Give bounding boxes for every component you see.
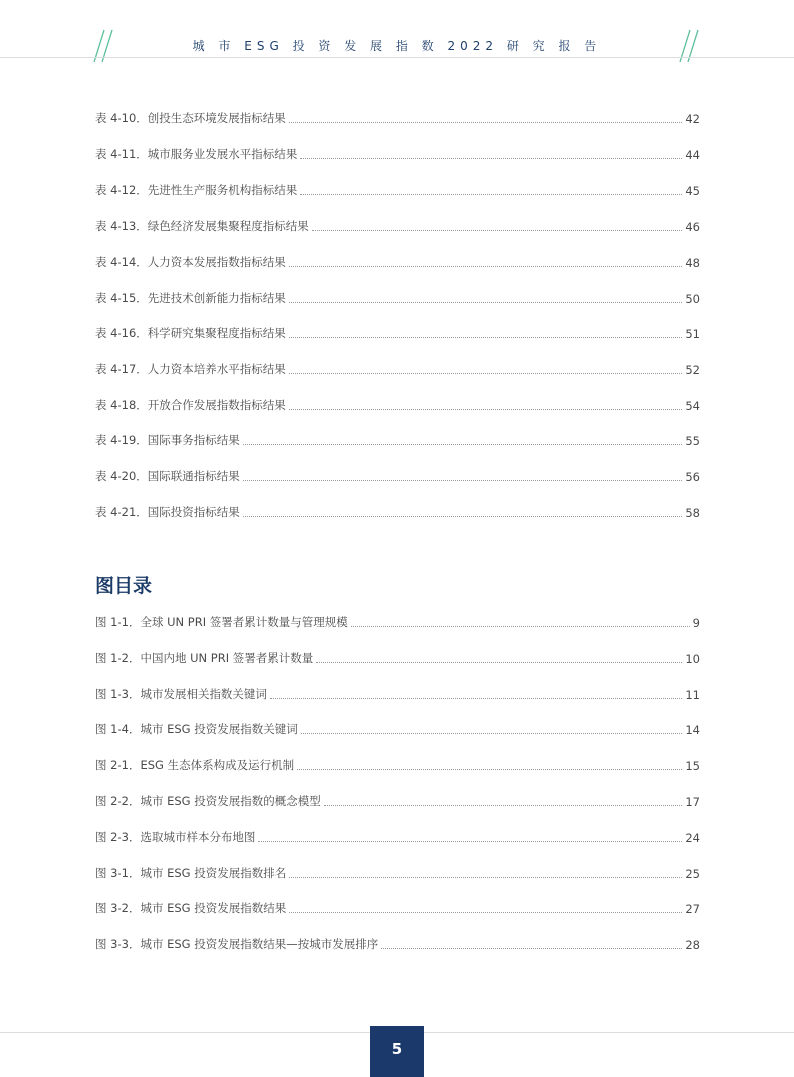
- toc-entry-figure-2-3[interactable]: 图 2-3．选取城市样本分布地图 24: [95, 830, 700, 845]
- toc-entry-table-4-17[interactable]: 表 4-17．人力资本培养水平指标结果 52: [95, 362, 700, 377]
- toc-entry-figure-3-2[interactable]: 图 3-2．城市 ESG 投资发展指数结果 27: [95, 901, 700, 916]
- toc-entry-figure-2-2[interactable]: 图 2-2．城市 ESG 投资发展指数的概念模型 17: [95, 794, 700, 809]
- toc-entry-table-4-12[interactable]: 表 4-12．先进性生产服务机构指标结果 45: [95, 183, 700, 198]
- toc-entry-table-4-18[interactable]: 表 4-18．开放合作发展指数指标结果 54: [95, 398, 700, 413]
- toc-entry-figure-3-3[interactable]: 图 3-3．城市 ESG 投资发展指数结果—按城市发展排序 28: [95, 937, 700, 952]
- toc-entry-figure-1-1[interactable]: 图 1-1．全球 UN PRI 签署者累计数量与管理规模 9: [95, 615, 700, 630]
- page-number-badge: [370, 1026, 424, 1077]
- toc-entry-table-4-10[interactable]: 表 4-10．创投生态环境发展指标结果 42: [95, 111, 700, 126]
- toc-entry-figure-2-1[interactable]: 图 2-1．ESG 生态体系构成及运行机制 15: [95, 758, 700, 773]
- toc-entry-figure-3-1[interactable]: 图 3-1．城市 ESG 投资发展指数排名 25: [95, 866, 700, 881]
- toc-entry-table-4-21[interactable]: 表 4-21．国际投资指标结果 58: [95, 505, 700, 520]
- toc-entry-figure-1-4[interactable]: 图 1-4．城市 ESG 投资发展指数关键词 14: [95, 722, 700, 737]
- toc-entry-table-4-19[interactable]: 表 4-19．国际事务指标结果 55: [95, 433, 700, 448]
- toc-entry-table-4-16[interactable]: 表 4-16．科学研究集聚程度指标结果 51: [95, 326, 700, 341]
- page-number: 5: [391, 1039, 403, 1058]
- header-divider: [0, 57, 794, 58]
- figures-section-heading: 图目录: [95, 575, 153, 597]
- toc-entry-table-4-15[interactable]: 表 4-15．先进技术创新能力指标结果 50: [95, 291, 700, 306]
- header-slash-decoration-right: [678, 28, 702, 64]
- toc-entry-table-4-20[interactable]: 表 4-20．国际联通指标结果 56: [95, 469, 700, 484]
- toc-entry-table-4-11[interactable]: 表 4-11．城市服务业发展水平指标结果 44: [95, 147, 700, 162]
- header-title: 城 市 ESG 投 资 发 展 指 数 2022 研 究 报 告: [192, 39, 602, 53]
- toc-entry-table-4-14[interactable]: 表 4-14．人力资本发展指数指标结果 48: [95, 255, 700, 270]
- toc-entry-figure-1-2[interactable]: 图 1-2．中国内地 UN PRI 签署者累计数量 10: [95, 651, 700, 666]
- toc-entry-figure-1-3[interactable]: 图 1-3．城市发展相关指数关键词 11: [95, 687, 700, 702]
- toc-entry-table-4-13[interactable]: 表 4-13．绿色经济发展集聚程度指标结果 46: [95, 219, 700, 234]
